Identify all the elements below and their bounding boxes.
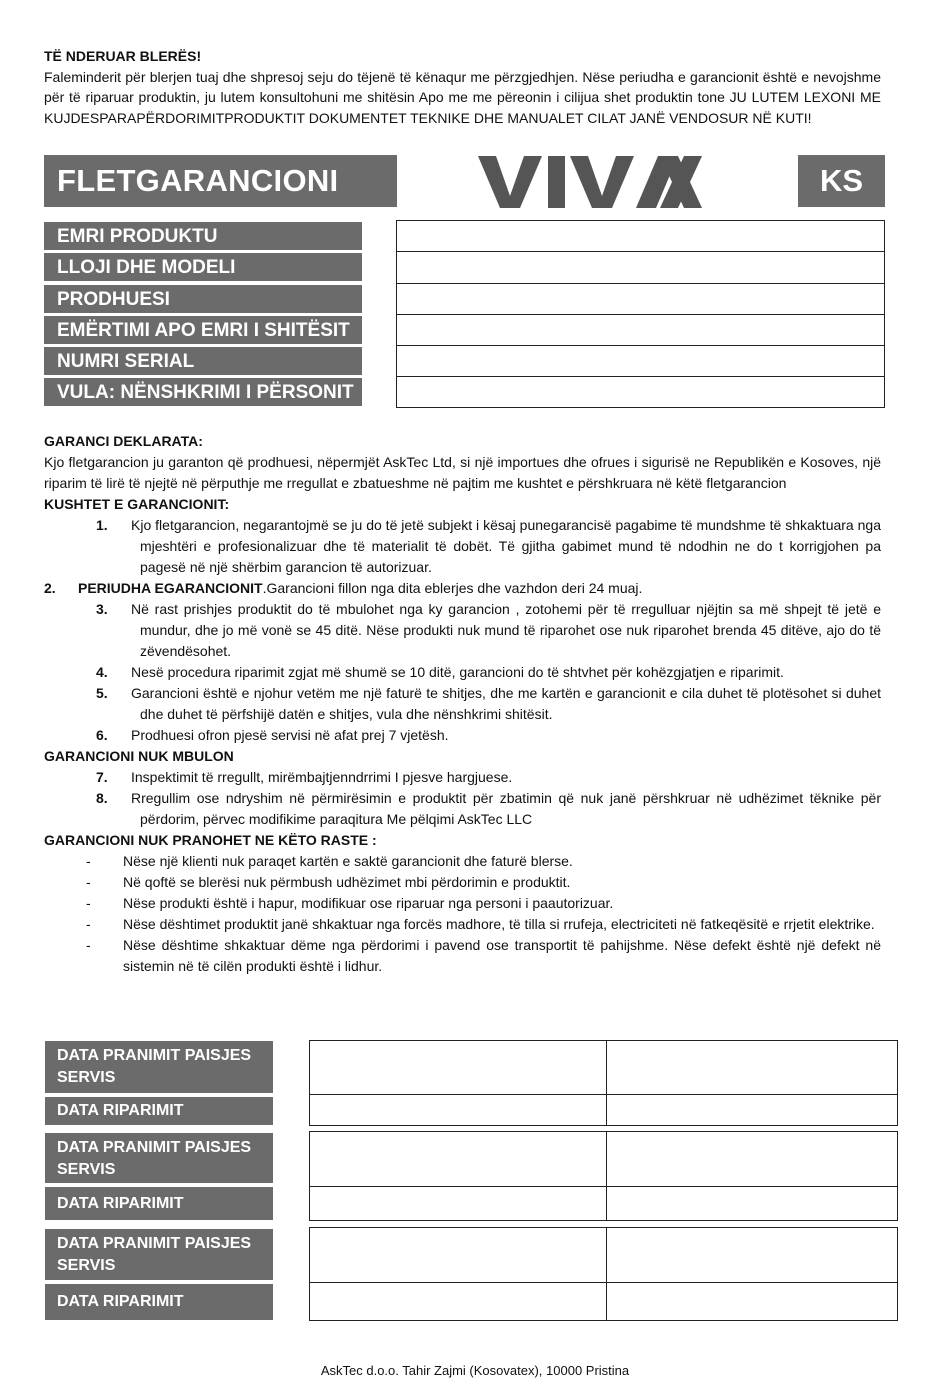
manufacturer-field[interactable]: [397, 284, 884, 315]
service-receipt-label: DATA PRANIMIT PAISJES SERVIS: [45, 1229, 273, 1280]
list-item: 8. Rregullim ose ndryshim në përmirësimin e produktit për zbatimin që nuk janë përshkruar në udhëzimet tëknike për përdorim, përvec modifikime paraqitura Me pëlqimi AskTec LLC: [96, 790, 881, 827]
service-receipt-label: DATA PRANIMIT PAISJES SERVIS: [45, 1133, 273, 1183]
footer-address: AskTec d.o.o. Tahir Zajmi (Kosovatex), 10000 Pristina: [320, 1363, 630, 1378]
list-item: 4. Nesë procedura riparimit zgjat më shumë se 10 ditë, garancioni do të shtvhet për kohëzgjatjen e riparimit.: [96, 664, 784, 680]
declaration-heading: GARANCI DEKLARATA:: [44, 433, 203, 449]
form-title: FLETGARANCIONI: [44, 155, 397, 207]
service-record-3: [309, 1227, 898, 1321]
service-receipt-label: DATA PRANIMIT PAISJES SERVIS: [45, 1041, 273, 1093]
field-label-seller: EMËRTIMI APO EMRI I SHITËSIT: [44, 315, 362, 344]
service-receipt-date-field[interactable]: [310, 1228, 897, 1283]
vivax-logo: [470, 135, 720, 214]
product-name-field[interactable]: [397, 221, 884, 252]
list-item: 5. Garancioni është e njohur vetëm me një faturë te shitjes, dhe me kartën e garancionit e cila duhet të plotësohet si duhet dhe duhet të përfshijë datën e shitjes, vula dhe nënshkrimi shitësit.: [96, 685, 881, 722]
field-label-serial: NUMRI SERIAL: [44, 346, 362, 375]
not-covered-heading: GARANCIONI NUK MBULON: [44, 748, 234, 764]
service-repair-label: DATA RIPARIMIT: [45, 1187, 273, 1220]
service-repair-date-field[interactable]: [310, 1283, 897, 1320]
brand-name: VIVAX: [470, 135, 516, 152]
field-label-product-name: EMRI PRODUKTU: [44, 221, 362, 250]
list-item: 1. Kjo fletgarancion, negarantojmë se ju do të jetë subjekt i kësaj punegarancisë pagabime të mundshme të shkaktuara nga mjeshtëri e profesionalizuar dhe të materialit të dobët. Të gjitha gabimet mund të ndodhin ne do t korrigjohen pa pagesë në një shërbim garancion të autorizuar.: [96, 517, 881, 575]
list-item: 7. Inspektimit të rregullt, mirëmbajtjenndrrimi I pjesve hargjuese.: [96, 769, 513, 785]
service-record-2: [309, 1131, 898, 1221]
stamp-signature-field[interactable]: [397, 377, 884, 408]
intro-heading: TË NDERUAR BLERËS!: [44, 48, 202, 64]
intro-section: [44, 46, 881, 128]
list-item: - Në qoftë se blerësi nuk përmbush udhëzimet mbi përdorimin e produktit.: [86, 874, 571, 890]
service-record-1: [309, 1040, 898, 1126]
conditions-heading: KUSHTET E GARANCIONIT:: [44, 496, 230, 512]
seller-field[interactable]: [397, 315, 884, 346]
field-label-type-model: LLOJI DHE MODELI: [44, 252, 362, 281]
service-receipt-date-field[interactable]: [310, 1041, 897, 1095]
service-repair-date-field[interactable]: [310, 1187, 897, 1220]
type-model-field[interactable]: [397, 252, 884, 283]
list-item: - Nëse një klienti nuk paraqet kartën e saktë garancionit dhe faturë blerse.: [86, 853, 573, 869]
field-label-stamp-signature: VULA: NËNSHKRIMI I PËRSONIT: [44, 377, 362, 406]
declaration-text: Kjo fletgarancion ju garanton që prodhuesi, nëpermjët AskTec Ltd, si një importues dhe ofrues i sigurisë ne Republikën e Kosoves, një riparim të lirë të njejtë në përputhje me rregullat e zbatueshme në pajtim me kushtet e përshkruara në këtë fletgarancion: [44, 454, 881, 491]
serial-number-field[interactable]: [397, 346, 884, 377]
field-inputs: [396, 220, 885, 408]
country-badge: KS: [798, 155, 885, 207]
service-repair-label: DATA RIPARIMIT: [45, 1097, 273, 1125]
field-labels: [44, 221, 362, 409]
list-item: - Nëse dështimet produktit janë shkaktuar nga forcës madhore, të tilla si rrufeja, electriciteti në fatkeqësitë e rrjetit elektrike.: [86, 916, 875, 932]
list-item: 3. Në rast prishjes produktit do të mbulohet nga ky garancion , zotohemi për të rregulluar njëjtin sa më shpejt të jetë e mundur, dhe jo më vonë se 45 ditë. Nëse produkti nuk mund të riparohet ose nuk riparohet brenda 45 ditëve, ajo do të zëvendësohet.: [96, 601, 881, 659]
list-item: - Nëse dështime shkaktuar dëme nga përdorimi i pavend ose transportit të pahijshme. Nëse defekt është një defekt në sistemin në të cilën produkti është i lidhur.: [86, 937, 881, 974]
field-label-manufacturer: PRODHUESI: [44, 284, 362, 313]
list-item: 6. Prodhuesi ofron pjesë servisi në afat prej 7 vjetësh.: [96, 727, 449, 743]
service-receipt-date-field[interactable]: [310, 1132, 897, 1187]
list-item: 2. PERIUDHA EGARANCIONIT.Garancioni fillon nga dita eblerjes dhe vazhdon deri 24 muaj.: [44, 580, 643, 596]
warranty-terms: [44, 431, 881, 977]
not-accepted-heading: GARANCIONI NUK PRANOHET NE KËTO RASTE :: [44, 832, 377, 848]
intro-paragraph: Faleminderit për blerjen tuaj dhe shpresoj seju do tëjenë të kënaqur me përzgjedhjen. Nëse periudha e garancionit është e nevojshme për të riparuar produktin, ju lutem konsultohuni me shitësin Apo me me përeonin i cilijua shet produktin tone JU LUTEM LEXONI ME KUJDESPARAPËRDORIMITPRODUKTIT DOKUMENTET TEKNIKE DHE MANUALET CILAT JANË VENDOSUR NË KUTI!: [44, 68, 881, 126]
service-repair-date-field[interactable]: [310, 1095, 897, 1125]
list-item: - Nëse produkti është i hapur, modifikuar ose riparuar nga personi i paautorizuar.: [86, 895, 614, 911]
service-repair-label: DATA RIPARIMIT: [45, 1284, 273, 1320]
